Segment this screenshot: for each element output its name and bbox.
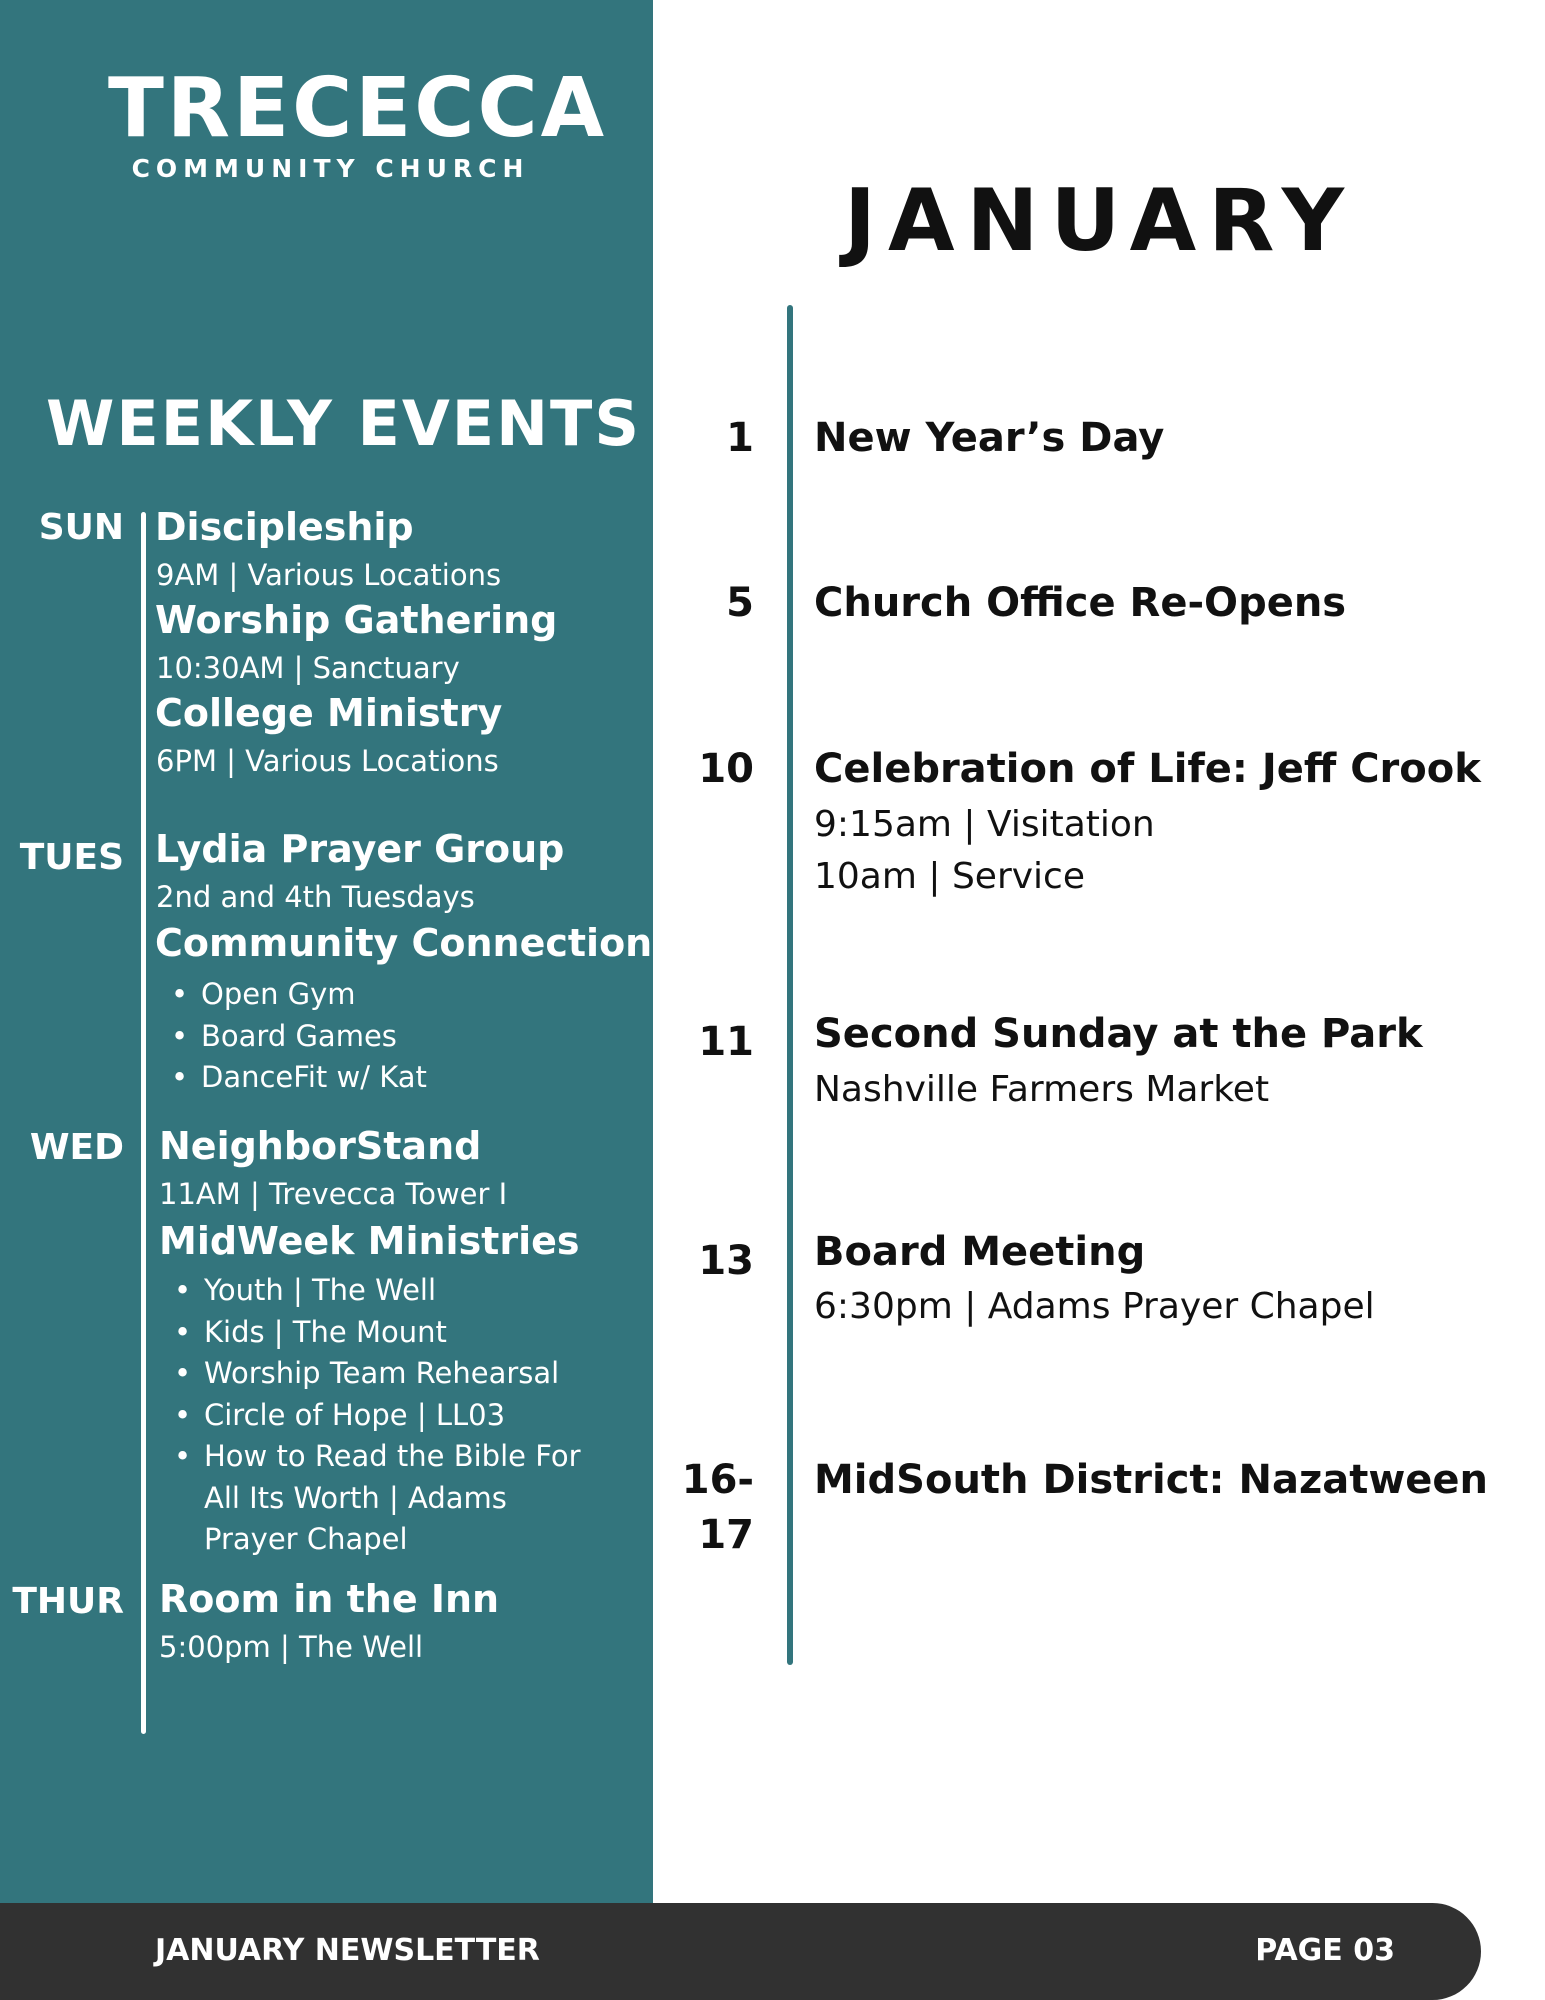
- event-date: 16-: [681, 1457, 754, 1503]
- event-title: Community Connection: [155, 921, 653, 965]
- event-title: Discipleship: [155, 505, 414, 549]
- bullet-list: [165, 974, 427, 1099]
- event-date: 11: [698, 1019, 754, 1065]
- event-title: Room in the Inn: [159, 1577, 500, 1621]
- event-detail: 6PM | Various Locations: [156, 744, 499, 778]
- event-title: New Year’s Day: [814, 415, 1165, 461]
- event-date: 10: [698, 746, 754, 792]
- logo-subtitle: COMMUNITY CHURCH: [131, 154, 530, 183]
- event-detail: Nashville Farmers Market: [814, 1069, 1270, 1110]
- event-title: Church Office Re-Opens: [814, 580, 1347, 626]
- event-title: Celebration of Life: Jeff Crook: [814, 746, 1481, 792]
- event-detail: 6:30pm | Adams Prayer Chapel: [814, 1286, 1375, 1327]
- timeline-line: [787, 305, 793, 1665]
- event-title: NeighborStand: [159, 1124, 482, 1168]
- weekly-events-panel: [0, 0, 653, 1903]
- event-detail: 10am | Service: [814, 856, 1086, 897]
- list-item: • DanceFit w/ Kat: [165, 1057, 427, 1099]
- event-title: Worship Gathering: [155, 598, 558, 642]
- event-detail: 9:15am | Visitation: [814, 804, 1155, 845]
- event-detail: 10:30AM | Sanctuary: [156, 651, 460, 685]
- event-title: Board Meeting: [814, 1229, 1146, 1275]
- day-label-wed: WED: [29, 1127, 124, 1168]
- list-item: • Board Games: [165, 1016, 427, 1058]
- event-detail: 5:00pm | The Well: [159, 1630, 424, 1664]
- day-label-thur: THUR: [12, 1581, 124, 1622]
- page-number: PAGE 03: [1255, 1933, 1395, 1968]
- month-heading: JANUARY: [843, 171, 1357, 271]
- event-date: 17: [698, 1512, 754, 1558]
- day-label-sun: SUN: [38, 507, 124, 548]
- event-title: MidWeek Ministries: [159, 1219, 580, 1263]
- event-title: Lydia Prayer Group: [155, 827, 565, 871]
- newsletter-label: JANUARY NEWSLETTER: [155, 1933, 540, 1968]
- day-label-tues: TUES: [19, 837, 124, 878]
- weekly-events-heading: WEEKLY EVENTS: [46, 387, 641, 460]
- footer-bar: [0, 1903, 1481, 2000]
- bullet-list: [168, 1270, 608, 1561]
- event-title: Second Sunday at the Park: [814, 1011, 1423, 1057]
- event-date: 13: [698, 1238, 754, 1284]
- event-detail: 9AM | Various Locations: [156, 558, 502, 592]
- event-detail: 2nd and 4th Tuesdays: [156, 880, 475, 914]
- list-item: • Youth | The Well: [168, 1270, 608, 1312]
- list-item: • How to Read the Bible For All Its Worth | Adams Prayer Chapel: [168, 1436, 608, 1561]
- event-title: College Ministry: [155, 691, 503, 735]
- event-title: MidSouth District: Nazatween: [814, 1457, 1489, 1503]
- logo-wordmark: TRECECCA: [108, 61, 608, 156]
- list-item: • Kids | The Mount: [168, 1312, 608, 1354]
- list-item: • Worship Team Rehearsal: [168, 1353, 608, 1395]
- event-date: 1: [726, 415, 754, 461]
- church-logo: [108, 61, 608, 184]
- list-item: • Open Gym: [165, 974, 427, 1016]
- event-detail: 11AM | Trevecca Tower I: [159, 1177, 508, 1211]
- list-item: • Circle of Hope | LL03: [168, 1395, 608, 1437]
- event-date: 5: [726, 580, 754, 626]
- weekly-divider-line: [141, 512, 146, 1734]
